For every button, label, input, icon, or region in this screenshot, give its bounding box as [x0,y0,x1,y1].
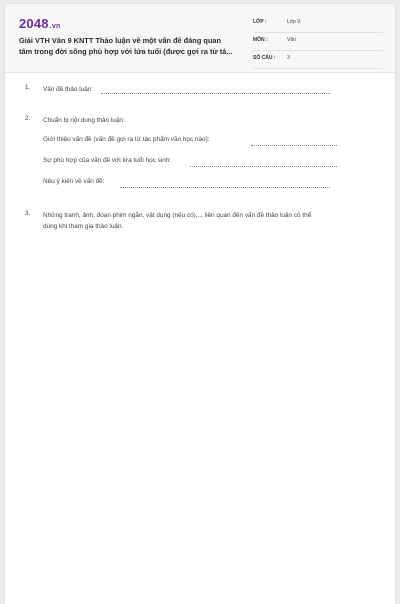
sub-item-opinion [43,178,353,185]
meta-info [253,15,383,69]
question-text-line-2: dùng khi tham gia thảo luận. [43,223,124,230]
meta-row-subject [253,33,383,51]
answer-line[interactable] [101,84,331,94]
meta-value-class: Lớp 9 [287,19,301,25]
question-number: 1. [25,84,31,91]
document-title-line-1: Giải VTH Văn 9 KNTT Thảo luận về một vấn đề đáng quan [19,36,222,45]
question-text: Chuẩn bị nội dung thảo luận: [43,117,125,124]
sub-item-text: Nêu ý kiến về vấn đề: [43,178,105,185]
document-title-line-2: tâm trong đời sống phù hợp với lứa tuổi (được gợi ra từ tá... [19,47,233,56]
question-text: Vấn đề thảo luận: [43,86,94,93]
question-number: 2. [25,115,31,122]
worksheet-page [5,4,395,604]
sub-item-intro [43,136,353,143]
worksheet-header [5,4,395,73]
sub-item-text: Giới thiệu vấn đề (vấn đề gợi ra từ tác phẩm văn học nào): [43,136,210,143]
document-title [19,35,241,57]
question-text-line-1: Những tranh, ảnh, đoạn phim ngắn, vật dụng (nếu có),... liên quan đến vấn đề thảo luận có thể [43,212,312,219]
meta-value-question-count: 3 [287,55,290,61]
meta-label-class: LỚP : [253,19,267,25]
sub-item-text: Sự phù hợp của vấn đề với lứa tuổi học sinh: [43,157,172,164]
site-logo[interactable]: 2048.vn [19,16,61,31]
sub-item-relevance [43,157,353,164]
meta-row-class [253,15,383,33]
answer-line[interactable] [251,136,337,146]
question-number: 3. [25,210,31,217]
logo-suffix: .vn [49,23,61,30]
meta-row-question-count [253,51,383,69]
answer-line[interactable] [190,157,337,167]
meta-value-subject: Văn [287,37,296,43]
answer-line[interactable] [120,178,330,188]
meta-label-subject: MÔN : [253,37,268,43]
meta-label-question-count: SỐ CÂU : [253,55,276,61]
